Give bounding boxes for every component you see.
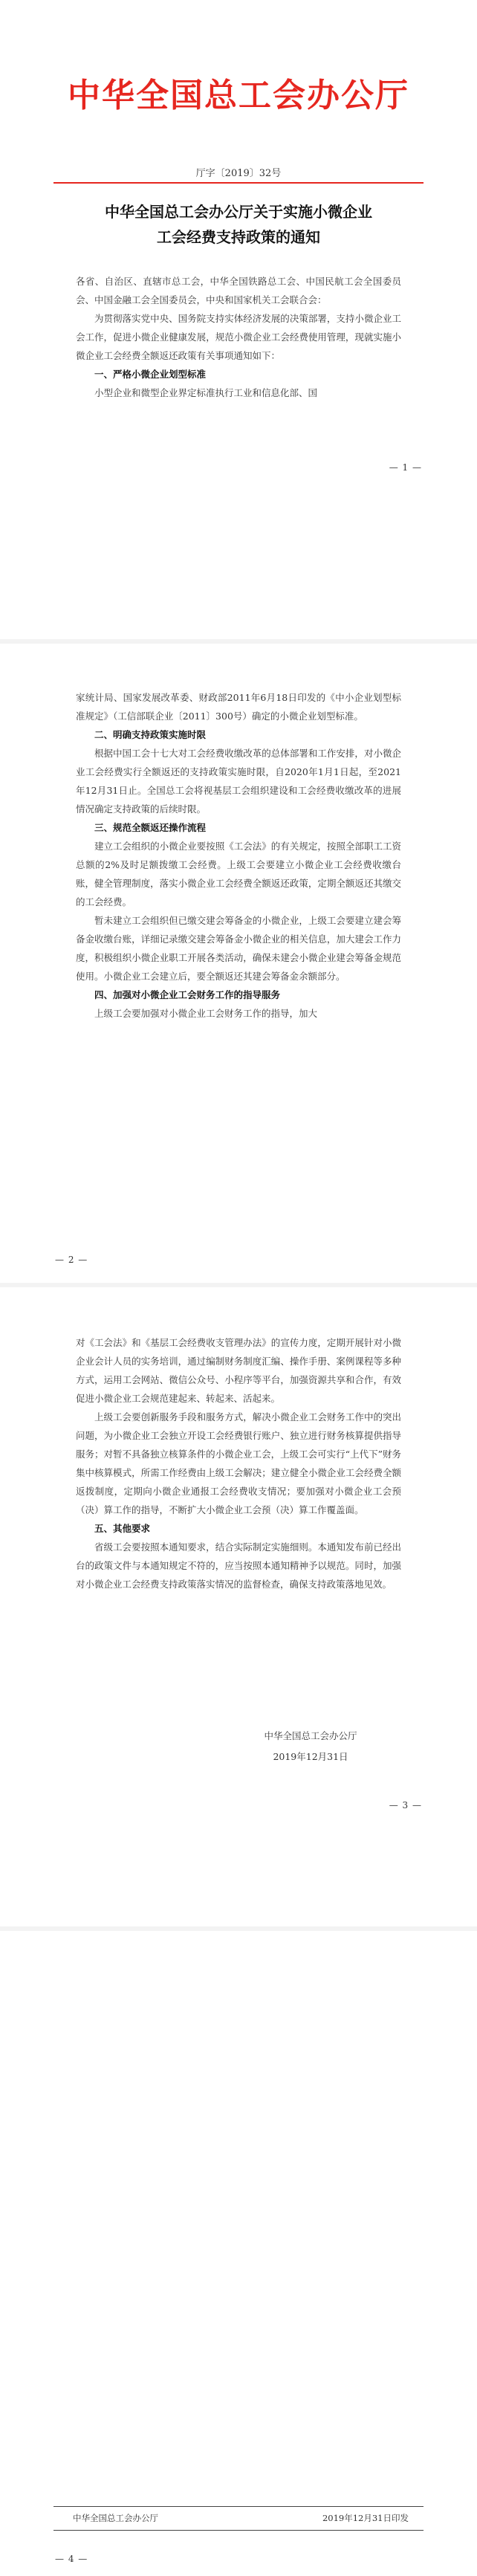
intro-paragraph: 为贯彻落实党中央、国务院支持实体经济发展的决策部署，支持小微企业工会工作，促进小微企业健康发展，规范小微企业工会经费使用管理，现就实施小微企业工会经费全额返还政策有关事项通知如下： (76, 313, 401, 361)
page-number: — 2 — (55, 1255, 88, 1265)
page-2 (0, 644, 477, 1283)
section-2-body: 根据中国工会十七大对工会经费收缴改革的总体部署和工作安排，对小微企业工会经费实行全额返还的支持政策实施时限，自2020年1月1日起，至2021年12月31日止。全国总工会将视基层工会组织建设和工会经费收缴改革的进展情况确定支持政策的后续时限。 (76, 748, 401, 815)
signature-block (236, 1726, 385, 1767)
page-3 (0, 1287, 477, 1926)
section-4-heading: 四、加强对小微企业工会财务工作的指导服务 (94, 989, 281, 1000)
footer-top-rule (53, 2506, 424, 2507)
section-4-body-cont: 对《工会法》和《基层工会经费收支管理办法》的宣传力度，定期开展针对小微企业会计人员的实务培训，通过编制财务制度汇编、操作手册、案例课程等多种方式，运用工会网站、微信公众号、小程序等平台，加强资源共享和合作，有效促进小微企业工会规范建起来、转起来、活起来。 (76, 1337, 401, 1404)
red-divider (53, 182, 424, 184)
page-number: — 3 — (389, 1800, 422, 1810)
section-4-body-start: 上级工会要加强对小微企业工会财务工作的指导，加大 (94, 1008, 318, 1019)
footer-org: 中华全国总工会办公厅 (73, 2513, 158, 2523)
signature-org: 中华全国总工会办公厅 (264, 1730, 357, 1741)
footer-print-date: 2019年12月31日印发 (322, 2513, 409, 2523)
section-3-body-2: 暂未建立工会组织但已缴交建会筹备金的小微企业，上级工会要建立建会筹备金收缴台账，详细记录缴交建会筹备金小微企业的相关信息，加大建会工作力度，积极组织小微企业职工开展各类活动，确保未建会小微企业建会筹备金规范使用。小微企业工会建立后，要全额返还其建会筹备金余额部分。 (76, 915, 401, 982)
page-3-body (76, 1333, 401, 1593)
section-3-heading: 三、规范全额返还操作流程 (94, 822, 207, 833)
document-number: 厅字〔2019〕32号 (195, 168, 282, 179)
section-1-body-cont: 家统计局、国家发展改革委、财政部2011年6月18日印发的《中小企业划型标准规定》（工信部联企业〔2011〕300号）确定的小微企业划型标准。 (76, 692, 401, 722)
page-number: — 4 — (55, 2554, 88, 2564)
section-4-body-2: 上级工会要创新服务手段和服务方式，解决小微企业工会财务工作中的突出问题，为小微企业工会独立开设工会经费银行账户、独立进行财务核算提供指导服务；对暂不具备独立核算条件的小微企业工会，上级工会可实行“上代下”财务集中核算模式，所需工作经费由上级工会解决；建立健全小微企业工会经费全额返拨制度，定期向小微企业通报工会经费收支情况；要加强对小微企业工会预（决）算工作的指导，不断扩大小微企业工会预（决）算工作覆盖面。 (76, 1411, 401, 1515)
title-line-2: 工会经费支持政策的通知 (157, 228, 320, 246)
title-line-1: 中华全国总工会办公厅关于实施小微企业 (105, 203, 372, 221)
addressee: 各省、自治区、直辖市总工会，中华全国铁路总工会、中国民航工会全国委员会、中国金融工会全国委员会，中央和国家机关工会联合会： (76, 276, 401, 305)
page-number: — 1 — (389, 462, 422, 473)
page-2-body (76, 688, 401, 1023)
section-1-heading: 一、严格小微企业划型标准 (94, 369, 207, 380)
signature-date: 2019年12月31日 (273, 1751, 348, 1762)
document-title (0, 199, 477, 250)
section-1-body-start: 小型企业和微型企业界定标准执行工业和信息化部、国 (94, 387, 318, 398)
section-3-body-1: 建立工会组织的小微企业要按照《工会法》的有关规定，按照全部职工工资总额的2%及时足额拨缴工会经费。上级工会要建立小微企业工会经费收缴台账，健全管理制度，落实小微企业工会经费全额返还政策，定期全额返还其缴交的工会经费。 (76, 841, 401, 907)
page-4 (0, 1931, 477, 2576)
masthead: 中华全国总工会办公厅 (68, 77, 409, 114)
page-1-body (76, 272, 401, 402)
page-1 (0, 0, 477, 639)
footer-bottom-rule (53, 2530, 424, 2531)
section-2-heading: 二、明确支持政策实施时限 (94, 729, 207, 740)
section-5-body: 省级工会要按照本通知要求，结合实际制定实施细则。本通知发布前已经出台的政策文件与本通知规定不符的，应当按照本通知精神予以规范。同时，加强对小微企业工会经费支持政策落实情况的监督检查，确保支持政策落地见效。 (76, 1541, 401, 1590)
section-5-heading: 五、其他要求 (94, 1523, 151, 1534)
